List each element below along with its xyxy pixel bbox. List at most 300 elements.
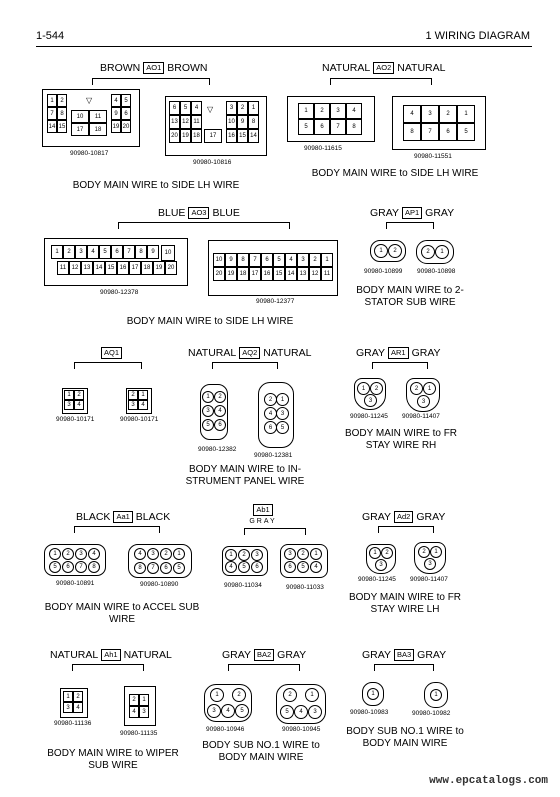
part-number: 90980-10899 — [364, 268, 403, 275]
connector-code: AO3 — [188, 207, 209, 219]
color-label: GRAY — [249, 518, 277, 525]
connector-code: AO2 — [373, 62, 394, 74]
color-right: GRAY — [425, 207, 455, 219]
pin-number: 11 — [57, 261, 69, 275]
pin-number: 2 — [129, 694, 139, 706]
pin-number: 1 — [173, 548, 185, 560]
pin-number: 6 — [121, 107, 131, 120]
part-number: 90980-11407 — [410, 576, 448, 583]
pin-number: 2 — [57, 94, 67, 107]
part-number: 90980-11136 — [54, 720, 92, 727]
connector-female-ab1 — [222, 546, 268, 576]
pin-number: 2 — [214, 391, 226, 403]
pin-number: 2 — [370, 382, 383, 395]
pin-number: 19 — [180, 129, 191, 143]
pin-number: 4 — [310, 561, 322, 573]
pin-number: 4 — [191, 101, 202, 115]
pin-number: 1 — [423, 382, 436, 395]
pin-number: 4 — [134, 548, 146, 560]
connector-male-ao3 — [208, 240, 338, 296]
part-number: 90980-11551 — [414, 153, 452, 160]
connector-code: BA2 — [254, 649, 274, 661]
pin-number: 6 — [111, 245, 123, 259]
bracket — [72, 664, 144, 671]
pin-number: 16 — [226, 129, 237, 143]
color-left: NATURAL — [188, 347, 237, 359]
page-number: 1-544 — [36, 30, 65, 42]
pin-number: 18 — [141, 261, 153, 275]
pin-number: 18 — [237, 267, 249, 281]
part-number: 90980-12381 — [254, 452, 293, 459]
pin-number: 1 — [63, 691, 73, 702]
pin-number: 2 — [418, 546, 430, 558]
pin-number: 6 — [261, 253, 273, 267]
pin-number: 1 — [51, 245, 63, 259]
color-right: BLUE — [212, 207, 240, 219]
connector-male-ad2 — [414, 542, 446, 574]
connector-male-ao2 — [392, 96, 486, 150]
part-number: 90980-11034 — [224, 582, 262, 589]
pin-number: 4 — [264, 407, 277, 420]
connector-female-ba3 — [362, 682, 384, 706]
pin-number: 4 — [294, 705, 308, 719]
pin-number: 3 — [147, 548, 159, 560]
pin-number: 1 — [139, 694, 149, 706]
color-left: GRAY — [222, 649, 251, 661]
connector-male-ar1 — [406, 378, 440, 412]
key-triangle-icon: ▽ — [207, 105, 214, 114]
pin-number: 3 — [308, 705, 322, 719]
pin-number: 6 — [62, 561, 74, 573]
pin-number: 6 — [169, 101, 180, 115]
pin-number: 6 — [439, 123, 457, 141]
pin-number: 2 — [73, 691, 83, 702]
pin-number: 3 — [364, 394, 377, 407]
color-left: NATURAL — [322, 62, 371, 74]
caption-line: BODY MAIN WIRE to 2- — [356, 285, 464, 296]
pin-number: 16 — [261, 267, 273, 281]
caption — [196, 740, 326, 764]
pin-number: 6 — [264, 421, 277, 434]
pin-number: 10 — [226, 115, 237, 129]
pin-number: 2 — [62, 548, 74, 560]
pin-number: 2 — [381, 547, 393, 559]
connector-title-aq2 — [188, 347, 311, 359]
pin-number: 4 — [221, 704, 235, 718]
color-right: GRAY — [277, 649, 307, 661]
caption: BODY MAIN WIRE to SIDE LH WIRE — [311, 168, 479, 179]
pin-number: 2 — [238, 549, 250, 561]
bracket — [378, 526, 434, 533]
pin-grid — [128, 390, 148, 410]
caption — [34, 602, 210, 626]
pin-number: 3 — [330, 103, 346, 119]
part-number: 90980-10982 — [412, 710, 451, 717]
pin-number: 7 — [330, 119, 346, 135]
pin-number: 3 — [284, 548, 296, 560]
pin-number: 7 — [47, 107, 57, 120]
connector-female-ar1 — [354, 378, 386, 410]
pin-number: 7 — [147, 562, 159, 574]
pin-number: 4 — [403, 105, 421, 123]
pin-number: 3 — [417, 395, 430, 408]
bracket — [92, 78, 210, 85]
connector-male-ao1 — [165, 96, 267, 156]
pin-number: 2 — [237, 101, 248, 115]
part-number: 90980-11407 — [402, 413, 440, 420]
caption — [340, 592, 470, 616]
pin-number: 3 — [202, 405, 214, 417]
pin-number: 11 — [321, 267, 333, 281]
part-number: 90980-10817 — [70, 150, 109, 157]
pin-grid — [51, 245, 159, 259]
pin-number: 15 — [273, 267, 285, 281]
pin-number: 5 — [273, 253, 285, 267]
connector-female-ad2 — [366, 544, 396, 574]
pin-number: 4 — [285, 253, 297, 267]
connector-female-ap1 — [370, 240, 406, 262]
pin-number: 5 — [180, 101, 191, 115]
pin-number: 15 — [105, 261, 117, 275]
pin-number: 5 — [49, 561, 61, 573]
pin-number: 1 — [369, 547, 381, 559]
caption: BODY MAIN WIRE to SIDE LH WIRE — [126, 316, 294, 327]
pin-number: 8 — [248, 115, 259, 129]
color-left: BLUE — [158, 207, 186, 219]
pin-number: 1 — [276, 393, 289, 406]
pin-number: 2 — [439, 105, 457, 123]
pin-number: 1 — [374, 244, 388, 258]
pin-number: 17 — [204, 129, 222, 143]
pin-grid — [111, 94, 131, 133]
pin-grid — [63, 691, 83, 713]
bracket — [330, 78, 432, 85]
pin-number: 3 — [226, 101, 237, 115]
pin-number: 6 — [251, 561, 263, 573]
pin-number: 5 — [457, 123, 475, 141]
pin-number: 5 — [235, 704, 249, 718]
pin-number: 8 — [134, 562, 146, 574]
pin-number: 1 — [457, 105, 475, 123]
pin-number: 4 — [87, 245, 99, 259]
connector-code: AO1 — [143, 62, 164, 74]
pin-number: 4 — [73, 702, 83, 713]
pin-number: 1 — [298, 103, 314, 119]
part-number: 90980-10890 — [140, 581, 179, 588]
pin-number: 5 — [173, 562, 185, 574]
pin-number: 4 — [225, 561, 237, 573]
pin-number: 2 — [297, 548, 309, 560]
pin-number: 14 — [93, 261, 105, 275]
pin-number: 1 — [248, 101, 259, 115]
pin-number: 20 — [165, 261, 177, 275]
connector-female-ao1 — [42, 89, 140, 147]
pin-number: 20 — [213, 267, 225, 281]
pin-number: 4 — [129, 706, 139, 718]
part-number: 90980-11245 — [358, 576, 396, 583]
pin-number: 3 — [63, 702, 73, 713]
pin-number: 4 — [214, 405, 226, 417]
pin-number: 3 — [297, 253, 309, 267]
pin-number: 7 — [75, 561, 87, 573]
pin-number: 13 — [297, 267, 309, 281]
part-number: 90980-11135 — [120, 730, 158, 737]
pin-number: 19 — [225, 267, 237, 281]
pin-number: 17 — [249, 267, 261, 281]
pin-number: 18 — [191, 129, 202, 143]
connector-code: AQ1 — [101, 347, 122, 359]
color-right: NATURAL — [123, 649, 172, 661]
pin-number: 8 — [135, 245, 147, 259]
bracket — [118, 222, 290, 229]
pin-grid — [204, 129, 222, 143]
caption-line: WIRE — [108, 614, 136, 625]
connector-male-ab1 — [280, 544, 328, 578]
pin-number: 8 — [88, 561, 100, 573]
pin-number: 1 — [47, 94, 57, 107]
pin-number: 4 — [111, 94, 121, 107]
pin-number: 5 — [202, 419, 214, 431]
connector-female-aq2 — [200, 384, 228, 440]
pin-number: 14 — [47, 120, 57, 133]
pin-number: 7 — [421, 123, 439, 141]
part-number: 90980-12378 — [100, 289, 139, 296]
pin-number: 9 — [237, 115, 248, 129]
pin-number: 5 — [276, 421, 289, 434]
caption — [180, 464, 310, 488]
pin-number: 2 — [128, 390, 138, 400]
pin-grid — [169, 101, 202, 143]
pin-grid — [213, 253, 333, 281]
caption — [36, 748, 190, 772]
color-right: NATURAL — [397, 62, 446, 74]
pin-number: 8 — [346, 119, 362, 135]
bracket — [372, 362, 428, 369]
color-right: BLACK — [135, 511, 171, 523]
bracket — [212, 362, 278, 369]
connector-male-aq2 — [258, 382, 294, 448]
pin-number: 3 — [375, 559, 387, 571]
caption-line: BODY MAIN WIRE to FR — [348, 592, 462, 603]
pin-number: 1 — [202, 391, 214, 403]
caption: BODY MAIN WIRE to SIDE LH WIRE — [72, 180, 240, 191]
color-right: GRAY — [411, 347, 441, 359]
pin-number: 5 — [238, 561, 250, 573]
pin-grid — [298, 103, 362, 135]
pin-grid — [226, 101, 259, 143]
connector-male-ah1 — [124, 686, 156, 726]
pin-number: 13 — [81, 261, 93, 275]
part-number: 90980-10171 — [56, 416, 95, 423]
connector-title-aa1 — [76, 511, 170, 523]
pin-number: 1 — [138, 390, 148, 400]
pin-number: 2 — [421, 245, 435, 259]
part-number: 90980-10983 — [350, 709, 389, 716]
pin-grid — [64, 390, 84, 410]
caption-line: BODY SUB NO.1 WIRE to — [202, 740, 320, 751]
caption-line: SUB WIRE — [88, 760, 138, 771]
pin-number: 8 — [237, 253, 249, 267]
pin-grid — [403, 105, 475, 141]
bracket — [374, 664, 434, 671]
pin-number: 2 — [264, 393, 277, 406]
caption-line: BODY MAIN WIRE to IN- — [188, 464, 302, 475]
pin-number: 1 — [210, 688, 224, 702]
connector-title-ao3 — [158, 207, 240, 219]
pin-number: 1 — [305, 688, 319, 702]
pin-number: 4 — [346, 103, 362, 119]
bracket — [74, 526, 160, 533]
pin-number: 12 — [69, 261, 81, 275]
bracket — [74, 362, 142, 369]
pin-number: 1 — [49, 548, 61, 560]
pin-number: 7 — [123, 245, 135, 259]
pin-grid — [57, 261, 177, 275]
pin-number: 16 — [117, 261, 129, 275]
connector-female-aq1 — [62, 388, 88, 414]
connector-title-ap1 — [370, 207, 454, 219]
connector-female-ah1 — [60, 688, 88, 718]
connector-female-aa1 — [44, 544, 106, 576]
pin-number: 3 — [424, 558, 436, 570]
part-number: 90980-11245 — [350, 413, 388, 420]
pin-number: 1 — [64, 390, 74, 400]
part-number: 90980-12377 — [256, 298, 295, 305]
pin-number: 10 — [213, 253, 225, 267]
color-left: GRAY — [356, 347, 385, 359]
caption-line: BODY SUB NO.1 WIRE to — [346, 726, 464, 737]
pin-number: 19 — [111, 120, 121, 133]
connector-title-aq1 — [98, 347, 125, 359]
pin-number: 1 — [225, 549, 237, 561]
connector-title-ba3 — [362, 649, 446, 661]
caption-line: BODY MAIN WIRE to FR — [344, 428, 458, 439]
connector-code: AQ2 — [239, 347, 260, 359]
caption-line: STAY WIRE RH — [365, 440, 437, 451]
pin-number: 9 — [147, 245, 159, 259]
caption-line: BODY MAIN WIRE — [218, 752, 304, 763]
pin-number: 15 — [237, 129, 248, 143]
pin-number: 6 — [284, 561, 296, 573]
connector-code: Ab1 — [253, 504, 272, 516]
color-right: BROWN — [167, 62, 208, 74]
pin-number: 14 — [285, 267, 297, 281]
pin-number: 3 — [276, 407, 289, 420]
connector-female-ao2 — [287, 96, 375, 142]
section-title: 1 WIRING DIAGRAM — [425, 30, 530, 42]
pin-number: 13 — [169, 115, 180, 129]
part-number: 90980-10171 — [120, 416, 159, 423]
pin-number: 11 — [89, 110, 107, 123]
connector-male-aa1 — [128, 544, 192, 578]
pin-number: 3 — [75, 245, 87, 259]
pin-number: 3 — [251, 549, 263, 561]
pin-number: 12 — [309, 267, 321, 281]
caption — [340, 726, 470, 750]
connector-code: Ah1 — [101, 649, 120, 661]
pin-number: 17 — [71, 123, 89, 136]
color-right: GRAY — [416, 511, 446, 523]
pin-number: 8 — [403, 123, 421, 141]
pin-number: 20 — [121, 120, 131, 133]
pin-grid — [129, 694, 149, 718]
pin-number: 14 — [248, 129, 259, 143]
watermark-text: www.epcatalogs.com — [429, 775, 548, 787]
connector-code: BA3 — [394, 649, 414, 661]
color-left: BLACK — [76, 511, 111, 523]
pin-number: 6 — [160, 562, 172, 574]
caption-line: BODY MAIN WIRE to WIPER — [47, 748, 179, 759]
header-rule — [36, 46, 532, 47]
pin-number: 2 — [160, 548, 172, 560]
connector-male-ba3 — [424, 682, 448, 708]
color-left: GRAY — [362, 511, 391, 523]
part-number: 90980-12382 — [198, 446, 237, 453]
connector-male-ba2 — [276, 684, 326, 724]
pin-grid — [47, 94, 67, 133]
pin-number: 12 — [180, 115, 191, 129]
connector-code: AP1 — [402, 207, 422, 219]
pin-number: 9 — [111, 107, 121, 120]
pin-number: 2 — [232, 688, 246, 702]
connector-title-ao2 — [322, 62, 445, 74]
caption — [336, 428, 466, 452]
part-number: 90980-11615 — [304, 145, 342, 152]
pin-number: 3 — [139, 706, 149, 718]
connector-male-ap1 — [416, 240, 454, 264]
connector-code: Ad2 — [394, 511, 413, 523]
pin-number: 9 — [225, 253, 237, 267]
key-triangle-icon: ▽ — [86, 96, 93, 105]
pin-number: 1 — [430, 689, 442, 701]
pin-number: 6 — [214, 419, 226, 431]
caption-line: BODY MAIN WIRE — [362, 738, 448, 749]
pin-number: 5 — [298, 119, 314, 135]
pin-number: 1 — [310, 548, 322, 560]
part-number: 90980-10891 — [56, 580, 95, 587]
pin-number: 2 — [388, 244, 402, 258]
pin-number: 2 — [63, 245, 75, 259]
connector-title-ar1 — [356, 347, 441, 359]
pin-number: 5 — [99, 245, 111, 259]
connector-title-ad2 — [362, 511, 445, 523]
pin-number: 7 — [249, 253, 261, 267]
connector-title-ba2 — [222, 649, 306, 661]
part-number: 90980-10946 — [206, 726, 245, 733]
pin-number: 2 — [283, 688, 297, 702]
bracket — [244, 528, 306, 535]
pin-number: 5 — [121, 94, 131, 107]
color-left: NATURAL — [50, 649, 99, 661]
pin-number: 15 — [57, 120, 67, 133]
color-right: NATURAL — [263, 347, 312, 359]
caption-line: STATOR SUB WIRE — [364, 297, 456, 308]
connector-code: Aa1 — [113, 511, 132, 523]
pin-number: 4 — [138, 400, 148, 410]
pin-number: 3 — [207, 704, 221, 718]
pin-number: 2 — [309, 253, 321, 267]
pin-number: 19 — [153, 261, 165, 275]
bracket — [386, 222, 434, 229]
caption-line: STRUMENT PANEL WIRE — [185, 476, 305, 487]
pin-number: 1 — [435, 245, 449, 259]
pin-number: 4 — [88, 548, 100, 560]
pin-number: 1 — [430, 546, 442, 558]
pin-number: 20 — [169, 129, 180, 143]
pin-number: 3 — [64, 400, 74, 410]
color-right: GRAY — [417, 649, 447, 661]
part-number: 90980-11033 — [286, 584, 324, 591]
